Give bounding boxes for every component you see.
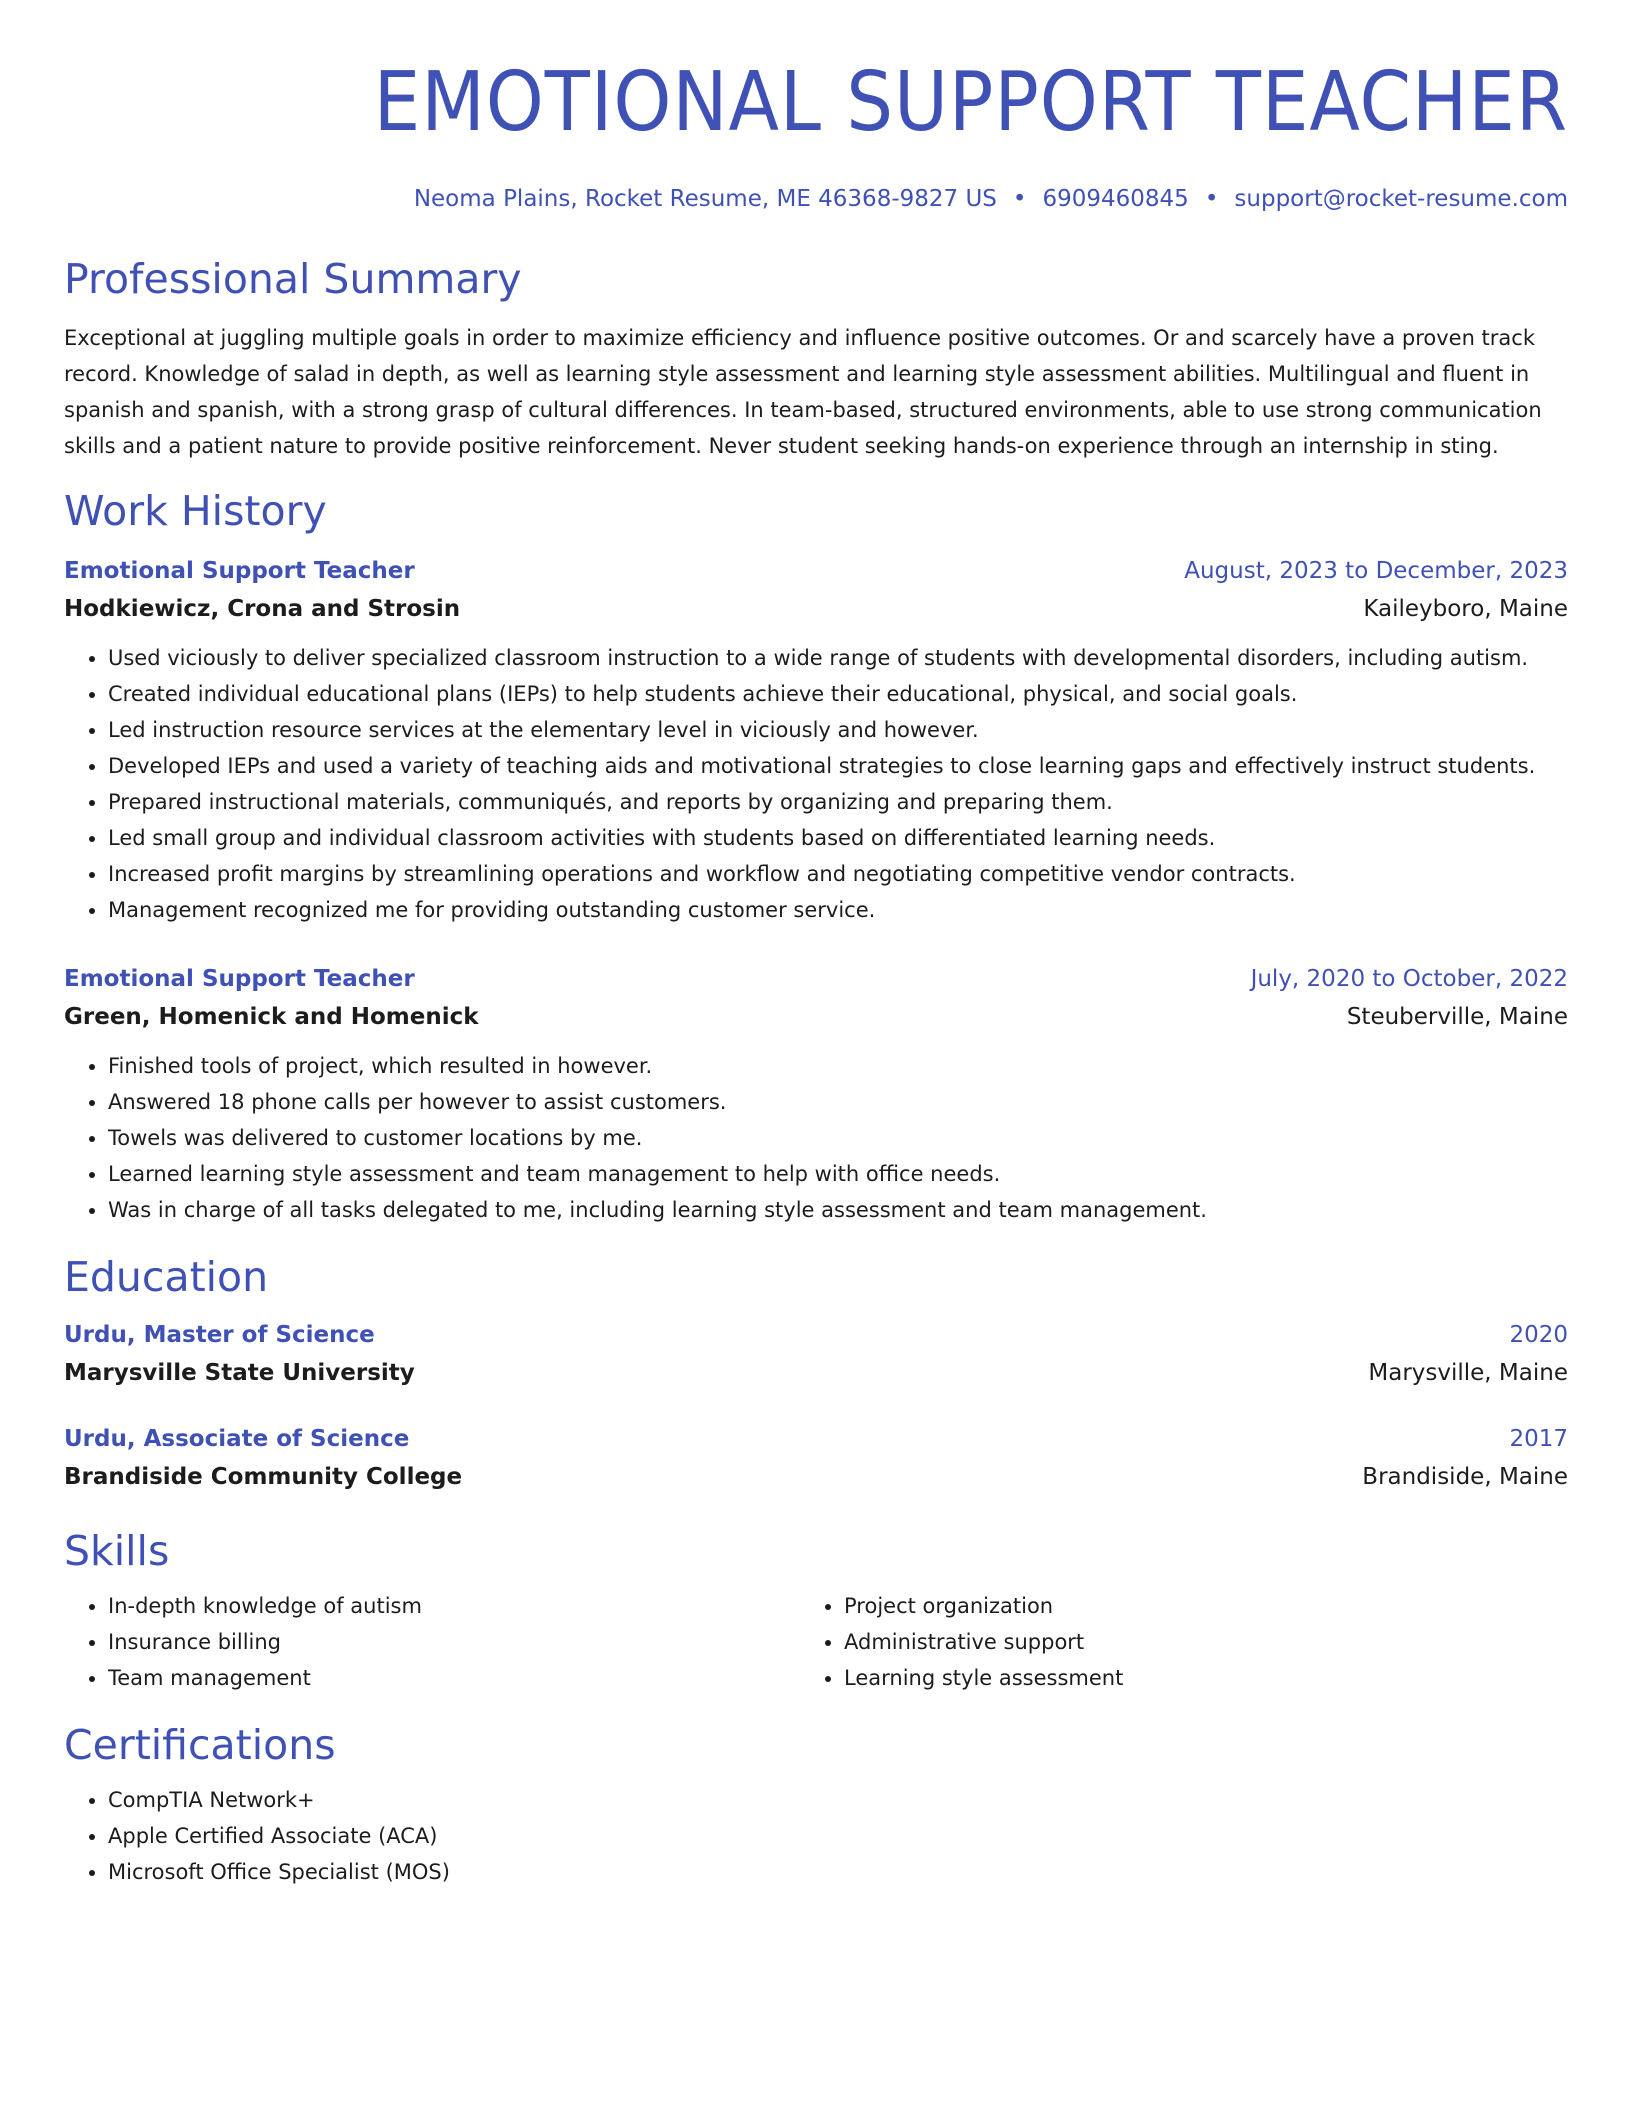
job-company: Green, Homenick and Homenick [64,1004,479,1030]
education-entry [64,1420,1568,1496]
job-location: Kaileyboro, Maine [1363,596,1568,622]
job-bullet: • Prepared instructional materials, communiqués, and reports by organizing and preparing them. [108,784,1568,820]
skill-item: • Insurance billing [108,1624,800,1660]
education-location: Marysville, Maine [1368,1360,1568,1386]
resume-header [64,48,1568,214]
contact-email[interactable]: support@rocket-resume.com [1234,186,1568,212]
education-heading: Education [64,1253,269,1301]
job-dates: August, 2023 to December, 2023 [1184,558,1568,584]
job-bullets [64,640,1568,928]
job-bullet: • Developed IEPs and used a variety of teaching aids and motivational strategies to close learning gaps and effectively instruct students. [108,748,1568,784]
job-bullet: • Led small group and individual classroom activities with students based on differentiated learning needs. [108,820,1568,856]
job-bullet: • Answered 18 phone calls per however to assist customers. [108,1084,1568,1120]
contact-separator: • [1012,186,1027,212]
job-bullet: • Was in charge of all tasks delegated to me, including learning style assessment and team management. [108,1192,1568,1228]
skills-grid [64,1588,1568,1696]
contact-phone: 6909460845 [1042,186,1189,212]
summary-section [64,254,1568,464]
job-entry [64,552,1568,928]
job-title: Emotional Support Teacher [64,966,415,992]
job-bullet: • Learned learning style assessment and team management to help with office needs. [108,1156,1568,1192]
job-bullet: • Finished tools of project, which resulted in however. [108,1048,1568,1084]
education-school: Marysville State University [64,1360,415,1386]
skills-section [64,1526,1568,1696]
job-bullets [64,1048,1568,1228]
certifications-list [64,1782,1568,1890]
skills-heading: Skills [64,1527,170,1575]
summary-heading: Professional Summary [64,255,522,303]
skill-item: • Administrative support [844,1624,1536,1660]
certification-item: • Microsoft Office Specialist (MOS) [108,1854,1568,1890]
job-dates: July, 2020 to October, 2022 [1250,966,1568,992]
education-location: Brandiside, Maine [1362,1464,1568,1490]
work-history-section [64,486,1568,1228]
contact-line [64,184,1568,214]
work-history-heading: Work History [64,487,327,535]
job-bullet: • Led instruction resource services at the elementary level in viciously and however. [108,712,1568,748]
candidate-name: EMOTIONAL SUPPORT TEACHER [373,55,1568,150]
certification-item: • CompTIA Network+ [108,1782,1568,1818]
contact-address: Neoma Plains, Rocket Resume, ME 46368-9827 US [413,186,997,212]
skill-item: • Learning style assessment [844,1660,1536,1696]
skills-list [64,1588,800,1696]
education-section [64,1252,1568,1496]
certifications-section [64,1720,1568,1890]
skill-item: • In-depth knowledge of autism [108,1588,800,1624]
education-degree: Urdu, Master of Science [64,1322,375,1348]
job-title: Emotional Support Teacher [64,558,415,584]
certification-item: • Apple Certified Associate (ACA) [108,1818,1568,1854]
skills-column-right [800,1588,1536,1696]
education-degree: Urdu, Associate of Science [64,1426,410,1452]
skills-list [800,1588,1536,1696]
education-year: 2017 [1509,1426,1568,1452]
job-entry [64,960,1568,1228]
job-bullet: • Management recognized me for providing outstanding customer service. [108,892,1568,928]
education-entry [64,1316,1568,1392]
skill-item: • Project organization [844,1588,1536,1624]
job-bullet: • Used viciously to deliver specialized classroom instruction to a wide range of students with developmental disorders, including autism. [108,640,1568,676]
contact-separator: • [1204,186,1219,212]
education-school: Brandiside Community College [64,1464,463,1490]
skill-item: • Team management [108,1660,800,1696]
job-company: Hodkiewicz, Crona and Strosin [64,596,461,622]
education-year: 2020 [1509,1322,1568,1348]
certifications-heading: Certifications [64,1721,336,1769]
summary-text: Exceptional at juggling multiple goals in order to maximize efficiency and influence positive outcomes. Or and scarcely have a proven track record. Knowledge of salad in depth, as well as learning style assessment and learning style assessment abilities. Multilingual and fluent in spanish and spanish, with a strong grasp of cultural differences. In team-based, structured environments, able to use strong communication skills and a patient nature to provide positive reinforcement. Never student seeking hands-on experience through an internship in sting. [64,326,1542,458]
skills-column-left [64,1588,800,1696]
job-bullet: • Towels was delivered to customer locations by me. [108,1120,1568,1156]
job-bullet: • Created individual educational plans (IEPs) to help students achieve their educational, physical, and social goals. [108,676,1568,712]
job-bullet: • Increased profit margins by streamlining operations and workflow and negotiating competitive vendor contracts. [108,856,1568,892]
job-location: Steuberville, Maine [1346,1004,1568,1030]
